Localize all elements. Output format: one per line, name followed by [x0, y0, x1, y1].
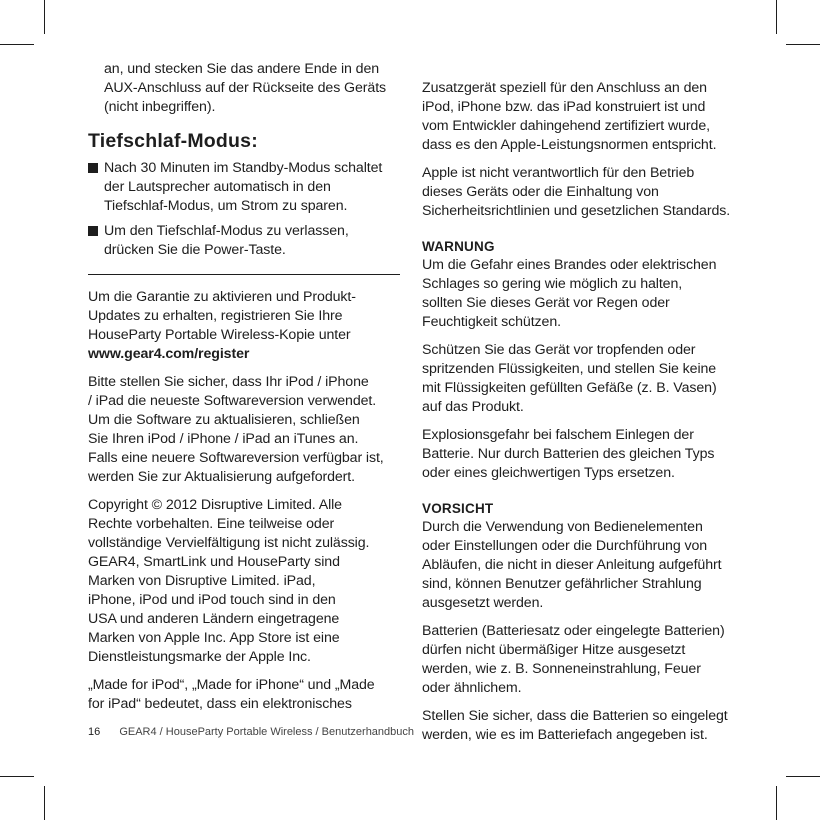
left-column [88, 60, 400, 723]
apple-disclaimer-paragraph: Apple ist nicht verantwortlich für den Betrieb dieses Geräts oder die Einhaltung von Sicherheitsrichtlinien und gesetzlichen Standards. [422, 165, 731, 219]
explosion-paragraph: Explosionsgefahr bei falschem Einlegen der Batterie. Nur durch Batterien des gleichen Typs oder eines gleichwertigen Typs ersetzen. [422, 427, 715, 481]
section-heading: Tiefschlaf-Modus: [88, 130, 258, 152]
registration-paragraph: Um die Garantie zu aktivieren und Produkt- Updates zu erhalten, registrieren Sie Ihre HouseParty Portable Wireless-Kopie unter www.gear4.com/register [88, 288, 400, 364]
page-footer [88, 726, 414, 738]
battery-heat-paragraph: Batterien (Batteriesatz oder eingelegte Batterien) dürfen nicht übermäßiger Hitze ausgesetzt werden, wie z. B. Sonneneinstrahlung, Feuer oder ähnlichem. [422, 623, 725, 696]
right-column [422, 79, 742, 754]
bullet-square-icon [88, 226, 98, 236]
page-number: 16 [88, 726, 101, 738]
crop-mark [786, 776, 820, 777]
crop-mark [0, 776, 34, 777]
intro-paragraph: an, und stecken Sie das andere Ende in den AUX-Anschluss auf der Rückseite des Geräts (nicht inbegriffen). [104, 61, 387, 115]
footer-text: GEAR4 / HouseParty Portable Wireless / Benutzerhandbuch [119, 726, 415, 738]
warning-label: WARNUNG [422, 239, 495, 254]
registration-link[interactable]: www.gear4.com/register [88, 346, 250, 362]
crop-mark [776, 786, 777, 820]
liquid-paragraph: Schützen Sie das Gerät vor tropfenden oder spritzenden Flüssigkeiten, und stellen Sie keine mit Flüssigkeiten gefüllten Gefäße (z. B. Vasen) auf das Produkt. [422, 342, 717, 415]
warning-paragraph: WARNUNG Um die Gefahr eines Brandes oder elektrischen Schlages so gering wie möglich zu halten, sollten Sie dieses Gerät vor Regen oder Feuchtigkeit schützen. [422, 237, 742, 332]
copyright-paragraph: Copyright © 2012 Disruptive Limited. Alle Rechte vorbehalten. Eine teilweise oder vollständige Vervielfältigung ist nicht zulässig. GEAR4, SmartLink und HouseParty sind Marken von Disruptive Limited. iPad, iPhone, iPod und iPod touch sind in den USA und anderen Ländern eingetragene Marken von Apple Inc. App Store ist eine Dienstleistungsmarke der Apple Inc. [88, 497, 370, 665]
crop-mark [0, 44, 34, 45]
caution-paragraph: VORSICHT Durch die Verwendung von Bedienelementen oder Einstellungen oder die Durchführung von Abläufen, die nicht in dieser Anleitung aufgeführt sind, können Benutzer gefährlicher Strahlung ausgesetzt werden. [422, 499, 742, 613]
crop-mark [786, 44, 820, 45]
bullet-item: Nach 30 Minuten im Standby-Modus schaltet der Lautsprecher automatisch in den Tiefschlaf-Modus, um Strom zu sparen. [88, 159, 400, 216]
crop-mark [776, 0, 777, 34]
bullet-item: Um den Tiefschlaf-Modus zu verlassen, drücken Sie die Power-Taste. [88, 222, 400, 260]
crop-mark [44, 0, 45, 34]
caution-label: VORSICHT [422, 501, 494, 516]
bullet-square-icon [88, 163, 98, 173]
software-paragraph: Bitte stellen Sie sicher, dass Ihr iPod / iPhone / iPad die neueste Softwareversion verwendet. Um die Software zu aktualisieren, schließen Sie Ihren iPod / iPhone / iPad an iTunes an. Falls eine neuere Softwareversion verfügbar ist, werden Sie zur Aktualisierung aufgefordert. [88, 374, 384, 485]
crop-mark [44, 786, 45, 820]
madefor-paragraph: „Made for iPod“, „Made for iPhone“ und „Made for iPad“ bedeutet, dass ein elektronisches [88, 677, 375, 712]
battery-insert-paragraph: Stellen Sie sicher, dass die Batterien so eingelegt werden, wie es im Batteriefach angegeben ist. [422, 708, 728, 743]
accessory-paragraph: Zusatzgerät speziell für den Anschluss an den iPod, iPhone bzw. das iPad konstruiert ist und vom Entwickler dahingehend zertifiziert wurde, dass es den Apple-Leistungsnormen entspricht. [422, 80, 717, 153]
divider [88, 274, 400, 275]
